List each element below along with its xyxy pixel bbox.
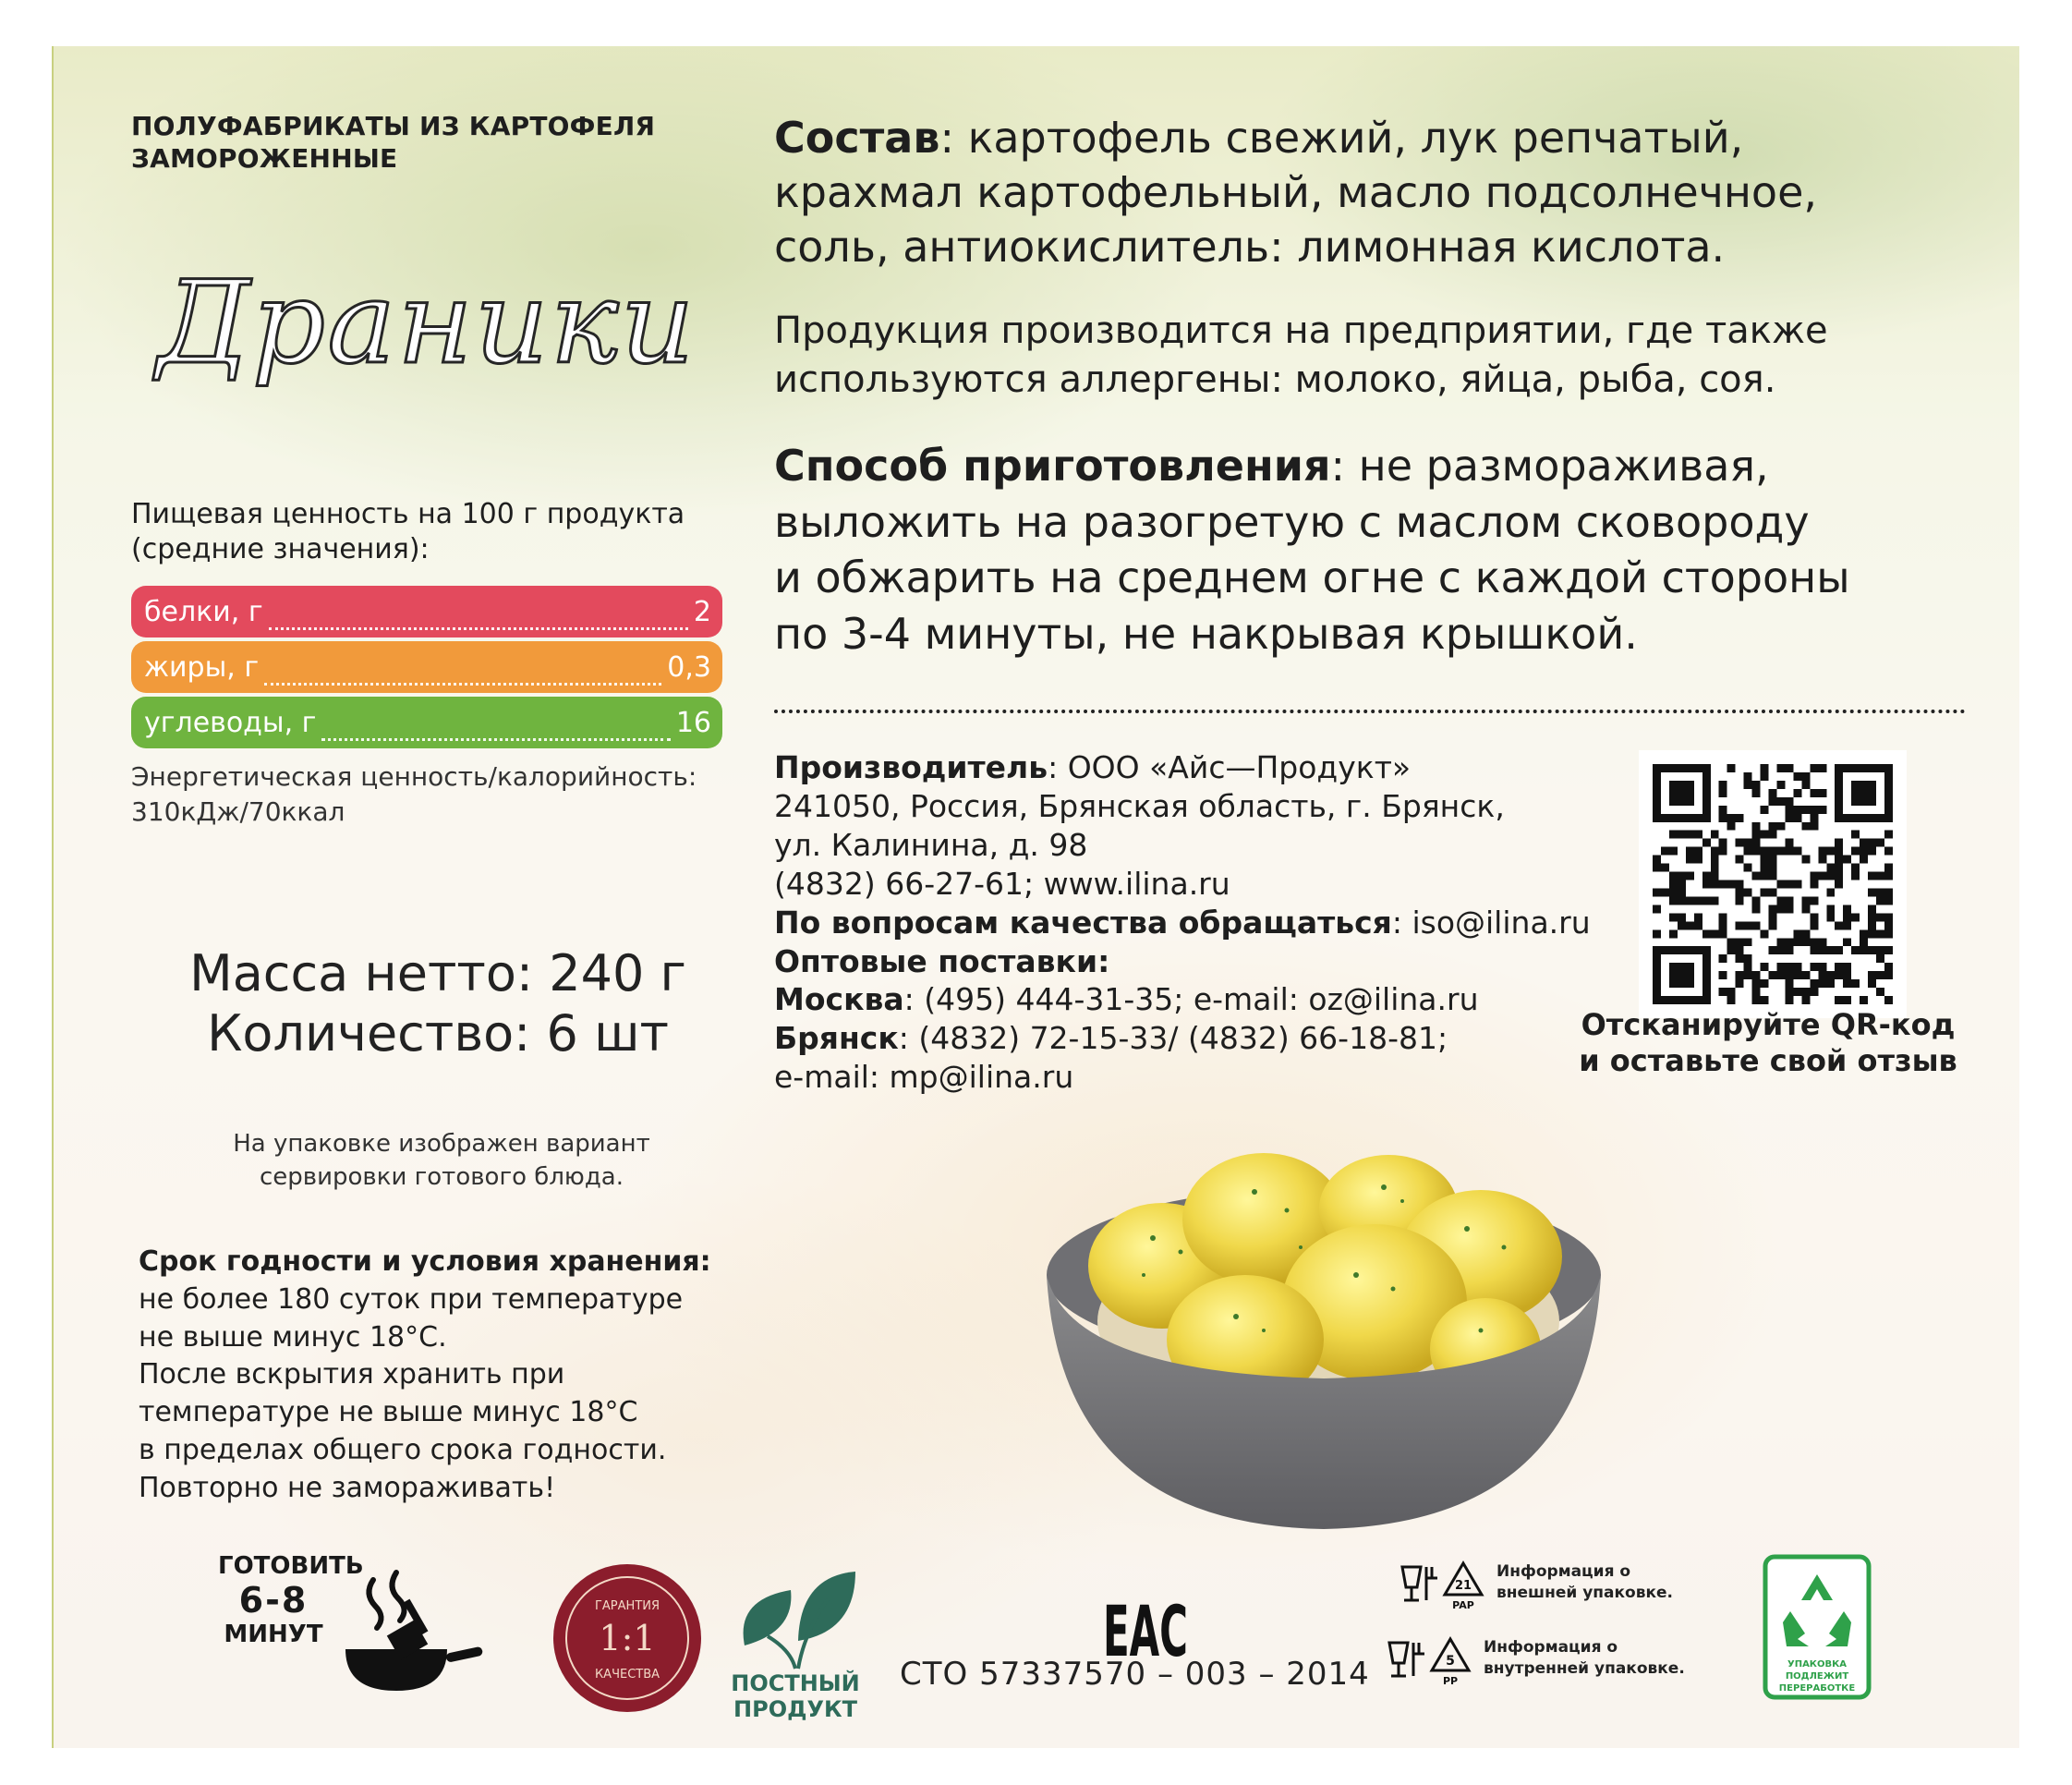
bryansk-label: Брянск <box>774 1020 899 1057</box>
inner-packaging-info <box>1380 1633 1694 1698</box>
nutrition-name: белки, г <box>144 595 263 628</box>
serving-note-line-1: На упаковке изображен вариант <box>233 1130 650 1158</box>
cooking-instructions <box>774 438 1975 662</box>
composition-text: крахмал картофельный, масло подсолнечное, <box>774 166 1817 217</box>
nutrition-heading-line-1: Пищевая ценность на 100 г продукта <box>131 498 685 530</box>
nutrition-value: 0,3 <box>667 650 711 684</box>
product-label <box>52 46 2019 1748</box>
inner-pack-line-1: Информация о <box>1484 1638 1618 1657</box>
category-line-2: ЗАМОРОЖЕННЫЕ <box>131 142 398 174</box>
potato-bowl-image <box>1024 1136 1624 1543</box>
outer-packaging-text <box>1496 1561 1673 1604</box>
allergen-line-1: Продукция производится на предприятии, где также <box>774 310 1828 352</box>
seal-top-text: ГАРАНТИЯ <box>594 1599 660 1613</box>
quality-email: : iso@ilina.ru <box>1391 904 1591 941</box>
qr-caption <box>1565 1007 1971 1079</box>
nutrition-value: 16 <box>675 706 711 739</box>
storage-line: После вскрытия хранить при <box>139 1358 565 1391</box>
nutrition-row-protein <box>131 586 722 638</box>
net-weight: Масса нетто: 240 г <box>189 944 686 1002</box>
packaging-info <box>1393 1558 1689 1706</box>
cooking-label: Способ приготовления <box>774 441 1331 491</box>
product-name: Драники <box>157 257 697 390</box>
dotted-leader <box>269 627 688 630</box>
recycle-line-2: ПОДЛЕЖИТ <box>1785 1671 1849 1682</box>
storage-line: в пределах общего срока годности. <box>139 1433 667 1466</box>
manufacturer-address: 241050, Россия, Брянская область, г. Брянск, <box>774 787 1505 824</box>
allergen-notice <box>774 307 1975 405</box>
manufacturer-label: Производитель <box>774 749 1048 785</box>
standard-number: СТО 57337570 – 003 – 2014 <box>900 1656 1370 1693</box>
dotted-divider <box>774 710 1966 713</box>
nutrition-name: жиры, г <box>144 650 260 684</box>
cook-time-line-2: 6-8 <box>238 1580 309 1621</box>
moscow-contacts: : (495) 444-31-35; e-mail: oz@ilina.ru <box>903 981 1479 1018</box>
nutrition-row-fat <box>131 641 722 693</box>
recycle-line-1: УПАКОВКА <box>1787 1659 1848 1670</box>
storage-line: не выше минус 18°С. <box>139 1320 447 1354</box>
manufacturer-phone-web: (4832) 66-27-61; www.ilina.ru <box>774 865 1230 902</box>
qr-caption-line-1: Отсканируйте QR-код <box>1581 1007 1956 1042</box>
seal-bottom-text: КАЧЕСТВА <box>594 1668 660 1682</box>
qr-code-icon <box>1653 764 1893 1004</box>
wholesale-label: Оптовые поставки: <box>774 942 1110 979</box>
nutrition-heading <box>131 497 759 566</box>
quality-contact-label: По вопросам качества обращаться <box>774 904 1392 941</box>
storage-heading: Срок годности и условия хранения: <box>139 1245 711 1278</box>
bryansk-contacts: : (4832) 72-15-33/ (4832) 66-18-81; <box>898 1020 1448 1057</box>
quantity: Количество: 6 шт <box>207 1003 669 1062</box>
lenten-product-badge <box>717 1558 874 1724</box>
cook-time-line-3: МИНУТ <box>224 1621 323 1648</box>
fasting-line-2: ПРОДУКТ <box>733 1696 857 1722</box>
manufacturer-name: : ООО «Айс—Продукт» <box>1048 749 1412 785</box>
dotted-leader <box>321 738 670 741</box>
outer-pack-line-2: внешней упаковке. <box>1496 1583 1673 1602</box>
nutrition-heading-line-2: (средние значения): <box>131 532 430 565</box>
outer-pack-material: PAP <box>1452 1599 1474 1611</box>
storage-line: температуре не выше минус 18°С <box>139 1396 638 1429</box>
nutrition-row-carbs <box>131 697 722 748</box>
serving-note-line-2: сервировки готового блюда. <box>259 1163 624 1192</box>
recycling-code-icon <box>1380 1633 1482 1689</box>
fasting-line-1: ПОСТНЫЙ <box>731 1670 860 1696</box>
net-weight-block <box>179 944 697 1064</box>
composition-text: : картофель свежий, лук репчатый, <box>939 113 1744 163</box>
outer-pack-line-1: Информация о <box>1496 1562 1631 1581</box>
eac-mark: EAC <box>1103 1590 1188 1672</box>
eac-mark-icon <box>1099 1589 1192 1672</box>
serving-note <box>211 1127 672 1195</box>
seal-center-text: 1:1 <box>599 1618 656 1658</box>
bryansk-email: e-mail: mp@ilina.ru <box>774 1059 1074 1096</box>
quality-guarantee-seal <box>549 1560 706 1717</box>
composition-text: соль, антиокислитель: лимонная кислота. <box>774 221 1726 272</box>
composition <box>774 111 1975 274</box>
cooking-text: и обжарить на среднем огне с каждой стороны <box>774 552 1850 603</box>
storage-line: Повторно не замораживать! <box>139 1471 556 1504</box>
recycle-line-3: ПЕРЕРАБОТКЕ <box>1778 1683 1856 1694</box>
energy-line-1: Энергетическая ценность/калорийность: <box>131 761 697 792</box>
outer-pack-code: 21 <box>1454 1579 1472 1593</box>
frying-pan-icon <box>327 1561 484 1709</box>
storage-conditions <box>139 1244 767 1508</box>
outer-packaging-info <box>1393 1558 1707 1622</box>
qr-caption-line-2: и оставьте свой отзыв <box>1579 1043 1957 1079</box>
manufacturer-address: ул. Калинина, д. 98 <box>774 826 1088 863</box>
cooking-text: : не размораживая, <box>1330 441 1769 491</box>
nutrition-value: 2 <box>693 595 711 628</box>
energy-value <box>131 759 759 829</box>
recycling-code-icon <box>1393 1558 1495 1613</box>
manufacturer-contacts <box>774 748 1624 1097</box>
cook-time-line-1: ГОТОВИТЬ <box>218 1552 364 1580</box>
category-line-1: ПОЛУФАБРИКАТЫ ИЗ КАРТОФЕЛЯ <box>131 111 656 141</box>
product-category <box>131 111 741 175</box>
nutrition-name: углеводы, г <box>144 706 317 739</box>
storage-line: не более 180 суток при температуре <box>139 1282 684 1316</box>
inner-packaging-text <box>1484 1637 1685 1680</box>
cooking-text: выложить на разогретую с маслом сковороду <box>774 496 1810 547</box>
cooking-time-badge <box>218 1552 364 1648</box>
cooking-text: по 3-4 минуты, не накрывая крышкой. <box>774 609 1638 660</box>
inner-pack-code: 5 <box>1446 1654 1455 1669</box>
inner-pack-line-2: внутренней упаковке. <box>1484 1658 1685 1678</box>
inner-pack-material: PP <box>1442 1675 1459 1687</box>
energy-line-2: 310кДж/70ккал <box>131 795 345 827</box>
composition-label: Состав <box>774 113 940 163</box>
qr-code[interactable] <box>1639 750 1907 1018</box>
recyclable-packaging-icon <box>1763 1554 1872 1700</box>
allergen-line-2: используются аллергены: молоко, яйца, рыба, соя. <box>774 358 1776 401</box>
moscow-label: Москва <box>774 981 904 1018</box>
dotted-leader <box>264 683 661 686</box>
